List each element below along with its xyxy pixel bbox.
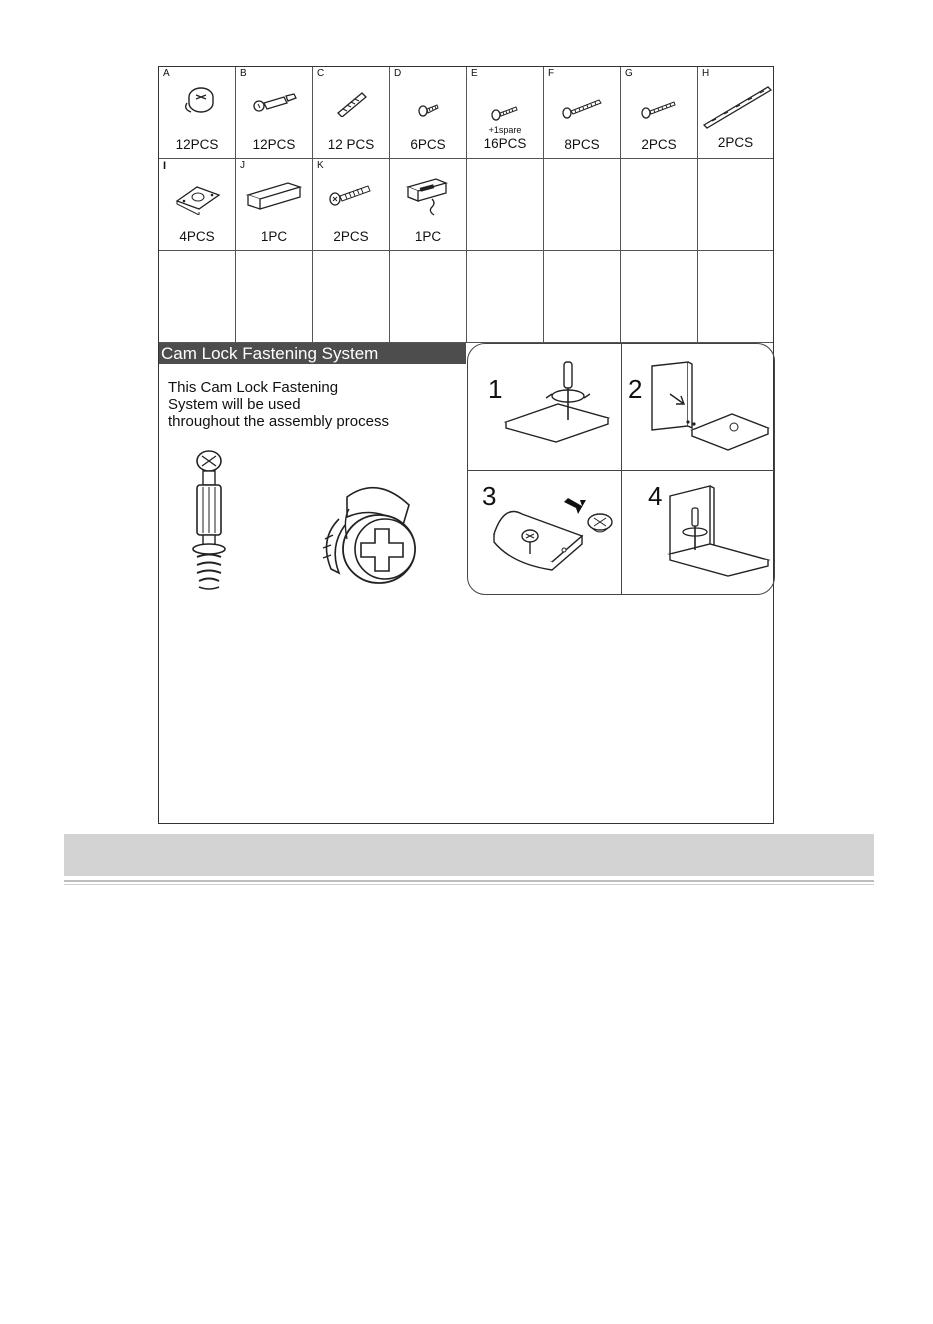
part-qty: 2PCS (717, 135, 754, 150)
metal-rail-icon (702, 83, 772, 131)
hanger-bracket-icon (406, 177, 450, 217)
part-qty: 1PC (260, 229, 288, 244)
part-cell-i (159, 159, 236, 251)
part-cell-k (313, 159, 390, 251)
hardware-sheet (158, 66, 774, 824)
part-letter: A (163, 68, 170, 79)
step-number: 3 (482, 481, 497, 511)
empty-cell (390, 251, 467, 343)
part-cell-a (159, 67, 236, 159)
step4-illustration (664, 484, 774, 590)
part-qty: 6PCS (410, 137, 446, 152)
parts-grid (159, 67, 773, 341)
spare-note: +1spare (488, 125, 522, 135)
part-qty: 2PCS (333, 229, 369, 244)
part-qty: 12 PCS (327, 137, 375, 152)
part-letter: C (317, 68, 325, 79)
part-letter: J (240, 160, 245, 171)
part-qty: 8PCS (564, 137, 600, 152)
part-qty: 12PCS (175, 137, 219, 152)
part-qty: 12PCS (252, 137, 296, 152)
cam-lock-title: Cam Lock Fastening System (159, 343, 466, 364)
cam-lock-illustration (299, 479, 429, 589)
empty-cell (698, 251, 773, 343)
cam-bolt-illustration (185, 447, 233, 593)
wooden-dowel-icon (335, 89, 369, 117)
step1-illustration (502, 358, 614, 458)
part-letter: I (163, 160, 167, 172)
part-letter: D (394, 68, 402, 79)
step3-illustration (488, 494, 618, 594)
part-qty: 1PC (414, 229, 442, 244)
medium-screw-icon (641, 99, 679, 119)
steps-panel (467, 343, 775, 595)
cam-lock-description (168, 379, 458, 430)
empty-cell (544, 251, 621, 343)
step2-illustration (648, 360, 772, 460)
part-cell-b (236, 67, 313, 159)
empty-cell (621, 251, 698, 343)
part-qty: 16PCS (483, 136, 527, 151)
part-letter: K (317, 160, 324, 171)
empty-cell (698, 159, 773, 251)
cam-bolt-icon (252, 91, 298, 113)
bolt-icon (329, 181, 373, 207)
screw-icon (491, 103, 521, 121)
part-qty: 4PCS (179, 229, 215, 244)
footer-bar (64, 834, 874, 876)
footer-rule (64, 884, 874, 885)
empty-cell (313, 251, 390, 343)
empty-cell (467, 251, 544, 343)
empty-cell (621, 159, 698, 251)
description-line: This Cam Lock Fastening (168, 379, 339, 396)
empty-cell (544, 159, 621, 251)
part-cell-c (313, 67, 390, 159)
part-letter: F (548, 68, 555, 79)
short-screw-icon (418, 101, 440, 117)
empty-cell (467, 159, 544, 251)
description-line: throughout the assembly process (168, 413, 389, 430)
part-cell-f (544, 67, 621, 159)
cam-lock-icon (181, 85, 217, 115)
wooden-block-icon (246, 181, 302, 211)
part-cell-h (698, 67, 773, 159)
long-screw-icon (562, 97, 604, 119)
part-cell-d (390, 67, 467, 159)
step-number: 1 (488, 374, 503, 404)
part-letter: B (240, 68, 247, 79)
part-letter: E (471, 68, 478, 79)
empty-cell (159, 251, 236, 343)
part-cell-l (390, 159, 467, 251)
description-line: System will be used (168, 396, 301, 413)
footer-rule (64, 880, 874, 882)
part-cell-j (236, 159, 313, 251)
part-qty: 2PCS (641, 137, 677, 152)
part-letter: H (702, 68, 710, 79)
part-cell-e (467, 67, 544, 159)
part-letter: G (625, 68, 633, 79)
step-number: 4 (648, 481, 663, 511)
mounting-plate-icon (175, 183, 221, 215)
part-cell-g (621, 67, 698, 159)
step-number: 2 (628, 374, 643, 404)
empty-cell (236, 251, 313, 343)
